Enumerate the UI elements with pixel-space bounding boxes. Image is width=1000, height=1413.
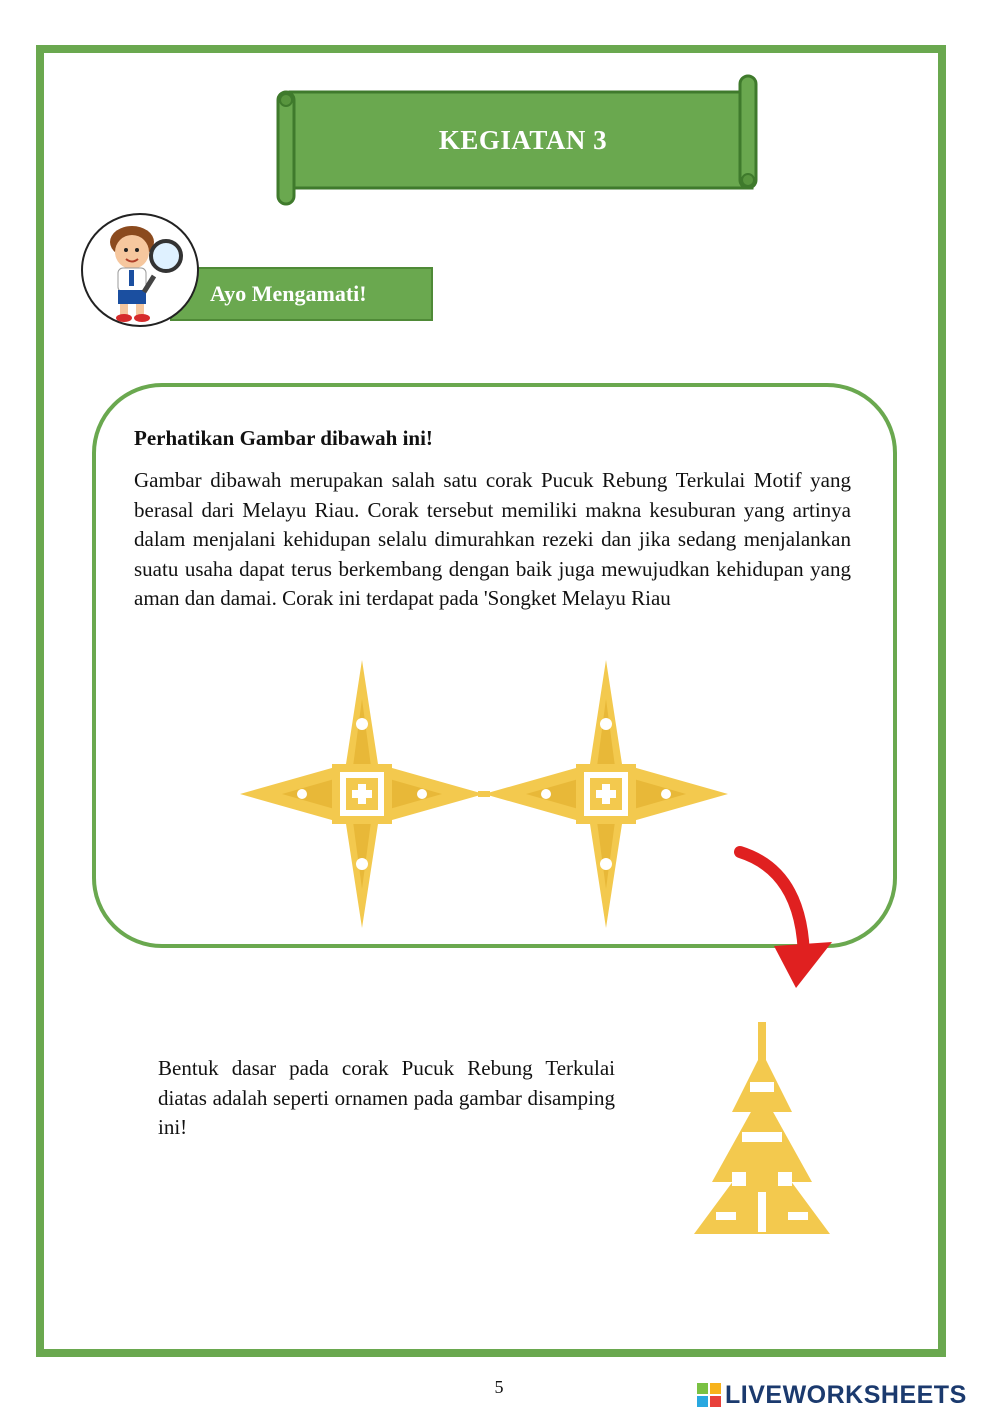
liveworksheets-brand [697,1378,967,1412]
brand-text: LIVEWORKSHEETS [725,1380,967,1409]
basic-shape-description: Bentuk dasar pada corak Pucuk Rebung Terkulai diatas adalah seperti ornamen pada gambar disamping ini! [158,1056,615,1139]
section-label: Ayo Mengamati! [170,267,433,321]
activity-title: KEGIATAN 3 [438,124,608,155]
pucuk-rebung-motif-image [238,656,730,932]
card-heading: Perhatikan Gambar dibawah ini! [134,426,433,450]
card-paragraph: Gambar dibawah merupakan salah satu corak Pucuk Rebung Terkulai Motif yang berasal dari Melayu Riau. Corak tersebut memiliki makna kesuburan yang artinya dalam menjalani kehidupan selalu dimurahkan rezeki dan jika sedang menjalankan suatu usaha dapat terus berkembang dengan baik juga mewujudkan kehidupan yang aman dan damai. Corak ini terdapat pada 'Songket Melayu Riau [134,468,851,610]
boy-magnifier-icon [80,212,200,328]
page-number: 5 [494,1377,504,1397]
basic-ornament-image [692,1022,832,1234]
liveworksheets-logo-icon [697,1383,721,1407]
red-arrow-icon [734,842,838,990]
